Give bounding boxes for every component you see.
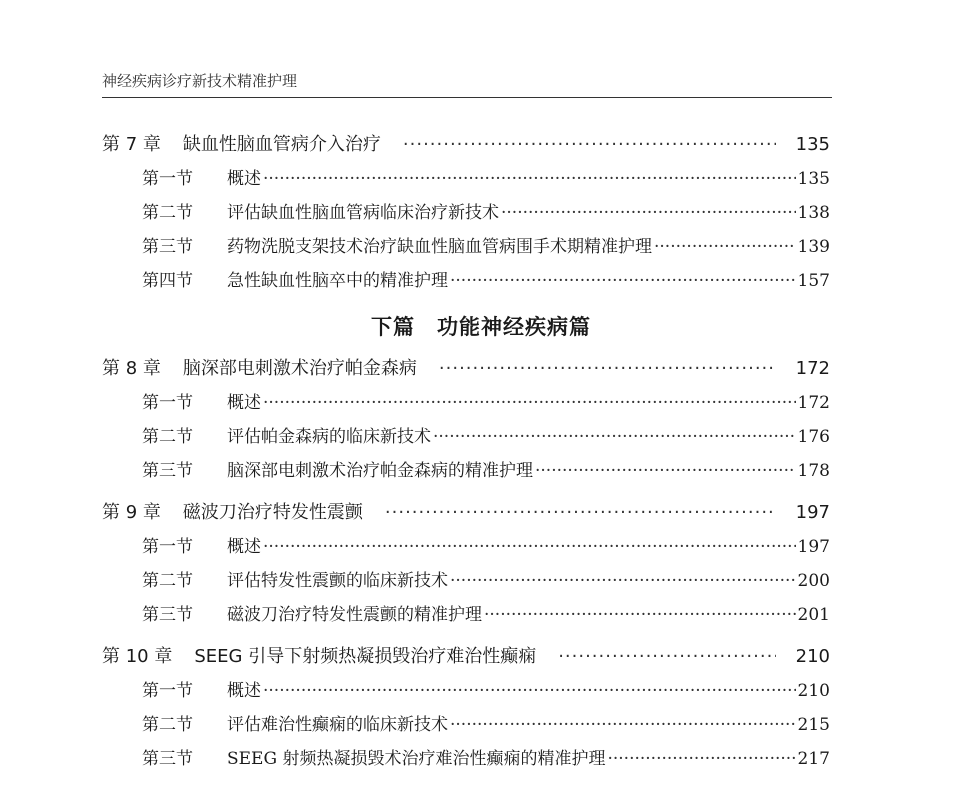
dot-leader — [439, 352, 776, 386]
dot-leader — [607, 742, 795, 776]
chapter-label: 第 8 章 — [102, 358, 161, 379]
dot-leader — [501, 196, 796, 230]
section-title: 概述 — [227, 537, 261, 557]
section-page-number: 178 — [797, 461, 830, 481]
book-title: 神经疾病诊疗新技术精准护理 — [102, 72, 298, 90]
part-title: 下篇 功能神经疾病篇 — [371, 314, 591, 339]
section-label: 第二节 — [142, 571, 193, 591]
section-label: 第三节 — [142, 749, 193, 769]
toc-section[interactable] — [102, 420, 830, 454]
running-header — [102, 70, 832, 98]
section-title: 评估特发性震颤的临床新技术 — [227, 571, 448, 591]
chapter-label: 第 9 章 — [102, 502, 161, 523]
dot-leader — [450, 264, 796, 298]
section-title: 概述 — [227, 393, 261, 413]
chapter-page-number: 135 — [795, 134, 830, 155]
toc-section[interactable] — [102, 230, 830, 264]
chapter-label: 第 7 章 — [102, 134, 161, 155]
section-title: 概述 — [227, 681, 261, 701]
toc-chapter-10[interactable] — [102, 640, 830, 674]
dot-leader — [433, 420, 796, 454]
section-page-number: 197 — [797, 537, 830, 557]
chapter-title: SEEG 引导下射频热凝损毁治疗难治性癫痫 — [194, 646, 537, 667]
section-title: 评估缺血性脑血管病临床治疗新技术 — [227, 203, 499, 223]
dot-leader — [263, 530, 796, 564]
section-label: 第一节 — [142, 537, 193, 557]
section-title: 磁波刀治疗特发性震颤的精准护理 — [227, 605, 482, 625]
section-title: 脑深部电刺激术治疗帕金森病的精准护理 — [227, 461, 533, 481]
section-page-number: 172 — [797, 393, 830, 413]
section-page-number: 138 — [797, 203, 830, 223]
toc-section[interactable] — [102, 162, 830, 196]
chapter-title: 脑深部电刺激术治疗帕金森病 — [182, 358, 417, 379]
dot-leader — [558, 640, 776, 674]
section-label: 第二节 — [142, 427, 193, 447]
section-label: 第二节 — [142, 203, 193, 223]
section-title: 急性缺血性脑卒中的精准护理 — [227, 271, 448, 291]
dot-leader — [450, 708, 796, 742]
section-label: 第三节 — [142, 237, 193, 257]
toc-section[interactable] — [102, 264, 830, 298]
chapter-page-number: 197 — [795, 502, 830, 523]
dot-leader — [535, 454, 796, 488]
section-page-number: 200 — [797, 571, 830, 591]
section-label: 第三节 — [142, 461, 193, 481]
section-page-number: 139 — [797, 237, 830, 257]
chapter-page-number: 210 — [795, 646, 830, 667]
toc-section[interactable] — [102, 708, 830, 742]
section-page-number: 176 — [797, 427, 830, 447]
chapter-title: 缺血性脑血管病介入治疗 — [182, 134, 381, 155]
table-of-contents — [102, 128, 830, 776]
section-page-number: 201 — [797, 605, 830, 625]
section-title: 评估帕金森病的临床新技术 — [227, 427, 431, 447]
section-page-number: 157 — [797, 271, 830, 291]
section-label: 第三节 — [142, 605, 193, 625]
section-page-number: 135 — [797, 169, 830, 189]
section-title: 概述 — [227, 169, 261, 189]
section-title: SEEG 射频热凝损毁术治疗难治性癫痫的精准护理 — [227, 749, 606, 769]
section-label: 第四节 — [142, 271, 193, 291]
dot-leader — [263, 674, 796, 708]
dot-leader — [263, 386, 796, 420]
dot-leader — [263, 162, 796, 196]
chapter-page-number: 172 — [795, 358, 830, 379]
section-page-number: 215 — [797, 715, 830, 735]
toc-section[interactable] — [102, 598, 830, 632]
section-title: 评估难治性癫痫的临床新技术 — [227, 715, 448, 735]
dot-leader — [385, 496, 776, 530]
toc-section[interactable] — [102, 742, 830, 776]
toc-section[interactable] — [102, 674, 830, 708]
dot-leader — [654, 230, 796, 264]
dot-leader — [484, 598, 796, 632]
section-page-number: 217 — [797, 749, 830, 769]
toc-section[interactable] — [102, 530, 830, 564]
chapter-title: 磁波刀治疗特发性震颤 — [182, 502, 363, 523]
section-label: 第一节 — [142, 681, 193, 701]
chapter-label: 第 10 章 — [102, 646, 173, 667]
section-page-number: 210 — [797, 681, 830, 701]
section-label: 第二节 — [142, 715, 193, 735]
section-title: 药物洗脱支架技术治疗缺血性脑血管病围手术期精准护理 — [227, 237, 652, 257]
toc-chapter-7[interactable] — [102, 128, 830, 162]
section-label: 第一节 — [142, 393, 193, 413]
toc-chapter-9[interactable] — [102, 496, 830, 530]
toc-section[interactable] — [102, 196, 830, 230]
toc-chapter-8[interactable] — [102, 352, 830, 386]
dot-leader — [450, 564, 796, 598]
toc-section[interactable] — [102, 454, 830, 488]
section-label: 第一节 — [142, 169, 193, 189]
dot-leader — [403, 128, 776, 162]
toc-section[interactable] — [102, 564, 830, 598]
toc-section[interactable] — [102, 386, 830, 420]
